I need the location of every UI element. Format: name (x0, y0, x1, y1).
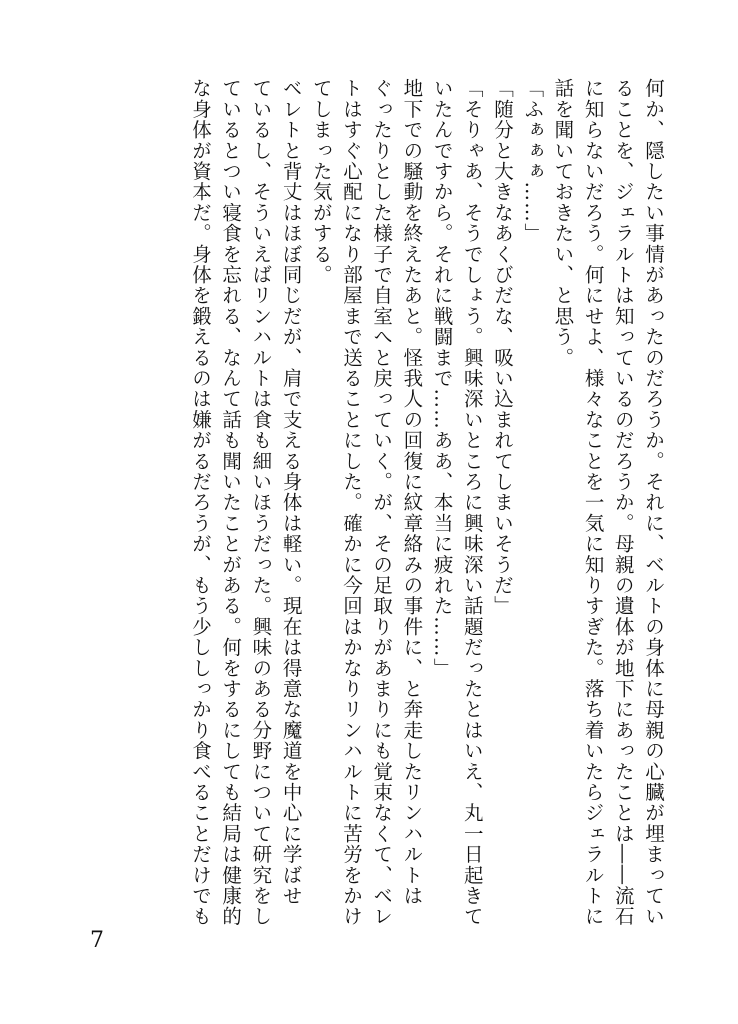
text-line: いたんですから。それに戦闘まで……ああ、本当に疲れた……」 (430, 78, 454, 679)
text-line: てしまった気がする。 (309, 78, 333, 285)
text-line: 「ふぁぁぁ……」 (521, 78, 545, 244)
text-line: な身体が資本だ。身体を鍛えるのは嫌がるだろうが、もう少ししっかり食べることだけでも (188, 78, 212, 927)
body-text (185, 78, 668, 938)
text-line: 「随分と大きなあくびだな、吸い込まれてしまいそうだ」 (490, 78, 514, 617)
text-line: 地下での騒動を終えたあと。怪我人の回復に紋章絡みの事件に、と奔走したリンハルトは (400, 78, 424, 906)
text-line: ることを、ジェラルトは知っているのだろうか。母親の遺体が地下にあったことは――流石 (611, 78, 635, 927)
text-line: 「そりゃあ、そうでしょう。興味深いところに興味深い話題だったとはいえ、丸一日起きて (460, 78, 484, 927)
text-line: に知らないだろう。何にせよ、様々なことを一気に知りすぎた。落ち着いたらジェラルトに (581, 78, 605, 927)
text-line: ぐったりとした様子で自室へと戻っていく。が、その足取りがあまりにも覚束なくて、ベレ (370, 78, 394, 927)
text-line: ているし、そういえばリンハルトは食も細いほうだった。興味のある分野について研究をし (249, 78, 273, 927)
text-line: 何か、隠したい事情があったのだろうか。それに、ベルトの身体に母親の心臓が埋まってい (642, 78, 665, 927)
text-line: トはすぐ心配になり部屋まで送ることにした。確かに今回はかなりリンハルトに苦労をかけ (339, 78, 363, 927)
page-number: 7 (90, 928, 104, 953)
text-line: 話を聞いておきたい、と思う。 (551, 78, 575, 368)
text-line: ベレトと背丈はほぼ同じだが、肩で支える身体は軽い。現在は得意な魔道を中心に学ばせ (279, 78, 303, 906)
text-line: ているとつい寝食を忘れる、なんて話も聞いたことがある。何をするにしても結局は健康的 (219, 78, 243, 927)
